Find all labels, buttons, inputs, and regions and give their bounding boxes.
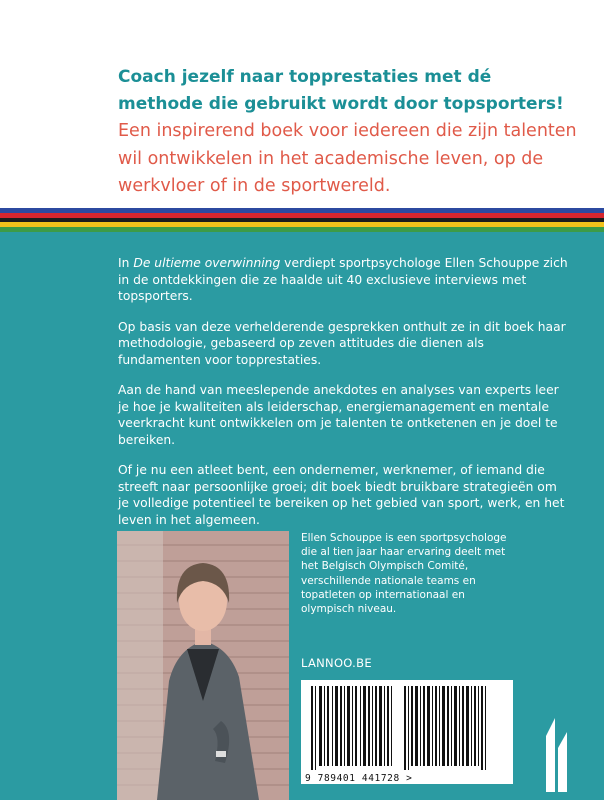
- blurb-paragraph-2: Op basis van deze verhelderende gesprekken onthult ze in dit boek haar methodologie, gebaseerd op zeven attitudes die dienen als fundamenten voor topprestaties.: [118, 319, 566, 367]
- author-photo: [117, 531, 289, 800]
- blurb: [118, 255, 568, 542]
- cover-top-section: [0, 0, 604, 208]
- blurb-paragraph-1: [118, 255, 568, 305]
- tagline: Coach jezelf naar topprestaties met dé methode die gebruikt wordt door topsporters!: [118, 67, 564, 114]
- blurb-p1-rest: verdiept sportpsychologe Ellen Schouppe zich in de ontdekkingen die ze haalde uit 40 exclusieve interviews met topsporters.: [118, 256, 568, 303]
- lannoo-logo-shape: [538, 712, 578, 792]
- blurb-paragraph-3: Aan de hand van meeslepende anekdotes en analyses van experts leer je hoe je kwaliteiten als leiderschap, energiemanagement en mentale veerkracht kunt ontwikkelen om je talenten te ontketenen en je doel te bereiken.: [118, 383, 559, 447]
- book-title: De ultieme overwinning: [133, 256, 281, 270]
- author-bio: Ellen Schouppe is een sportpsychologe die al tien jaar haar ervaring deelt met het Belgisch Olympisch Comité, verschillende nationale teams en topatleten op internationaal en olympisch niveau.: [301, 532, 507, 616]
- publisher-website[interactable]: LANNOO.BE: [301, 656, 372, 670]
- blurb-paragraph-4: Of je nu een atleet bent, een ondernemer, werknemer, of iemand die streeft naar persoonlijke groei; dit boek biedt bruikbare strategieën om je volledige potentieel te bereiken op het gebied van sport, werk, en het leven in het algemeen.: [118, 463, 565, 527]
- blurb-p1-prefix: In: [118, 256, 134, 270]
- lannoo-logo-icon: [538, 712, 578, 792]
- author-photo-illustration: [117, 531, 289, 800]
- subtitle: Een inspirerend boek voor iedereen die zijn talenten wil ontwikkelen in het academische leven, op de werkvloer of in de sportwereld.: [118, 121, 577, 196]
- barcode-bars: [301, 680, 513, 770]
- color-stripes: [0, 208, 604, 232]
- barcode-icon: [301, 680, 513, 784]
- isbn-number: 9 789401 441728 >: [305, 773, 413, 784]
